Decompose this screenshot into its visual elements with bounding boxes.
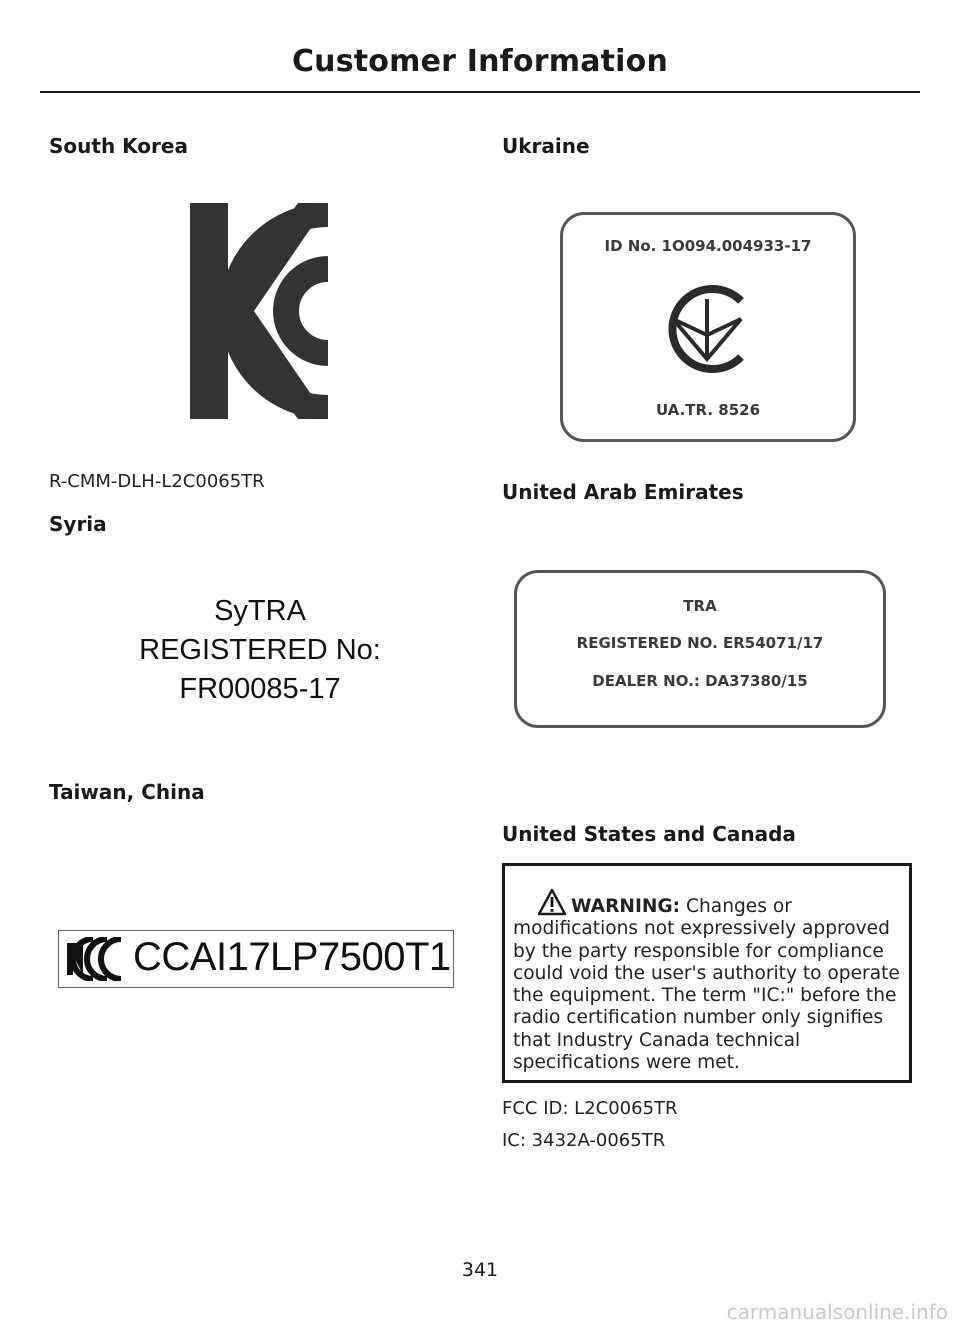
ua-conformity-mark-icon [657, 279, 757, 379]
warning-box [502, 863, 912, 1083]
ukraine-bottom-line: UA.TR. 8526 [655, 401, 761, 419]
uae-cert-line-1: TRA [683, 597, 717, 615]
ukraine-id-line: ID No. 1O094.004933-17 [604, 237, 812, 255]
kc-mark-logo [190, 203, 330, 419]
ncc-mark-icon [63, 937, 129, 981]
warning-label: WARNING: [571, 896, 681, 917]
title-divider [40, 91, 920, 93]
heading-taiwan: Taiwan, China [49, 780, 205, 804]
syria-cert-line-2: REGISTERED No: [139, 634, 381, 666]
ukraine-cert-label [560, 212, 856, 442]
syria-cert-line-3: FR00085-17 [179, 673, 341, 705]
page-number: 341 [461, 1259, 499, 1281]
uae-cert-line-3: DEALER NO.: DA37380/15 [592, 672, 808, 690]
south-korea-cert-code: R-CMM-DLH-L2C0065TR [49, 471, 265, 492]
syria-cert-line-1: SyTRA [214, 595, 306, 627]
watermark: carmanualsonline.info [726, 1300, 948, 1324]
heading-ukraine: Ukraine [502, 134, 590, 158]
warning-icon [537, 888, 567, 916]
heading-south-korea: South Korea [49, 134, 188, 158]
fcc-id: FCC ID: L2C0065TR [502, 1098, 678, 1119]
warning-text: Changes or modifications not expressively approved by the party responsible for compliance could void the user's authority to operate the equipment. The term "IC:" before the radio certification number only signifies that Industry Canada technical specifications were met. [513, 896, 900, 1074]
taiwan-cert-code: CCAI17LP7500T1 [133, 935, 451, 979]
page-title: Customer Information [291, 44, 669, 79]
heading-uae: United Arab Emirates [502, 480, 744, 504]
taiwan-ncc-label [58, 930, 454, 988]
heading-us-canada: United States and Canada [502, 822, 796, 846]
uae-cert-label [514, 570, 886, 728]
uae-cert-line-2: REGISTERED NO. ER54071/17 [576, 634, 824, 652]
ic-number: IC: 3432A-0065TR [502, 1130, 666, 1151]
heading-syria: Syria [49, 512, 107, 536]
